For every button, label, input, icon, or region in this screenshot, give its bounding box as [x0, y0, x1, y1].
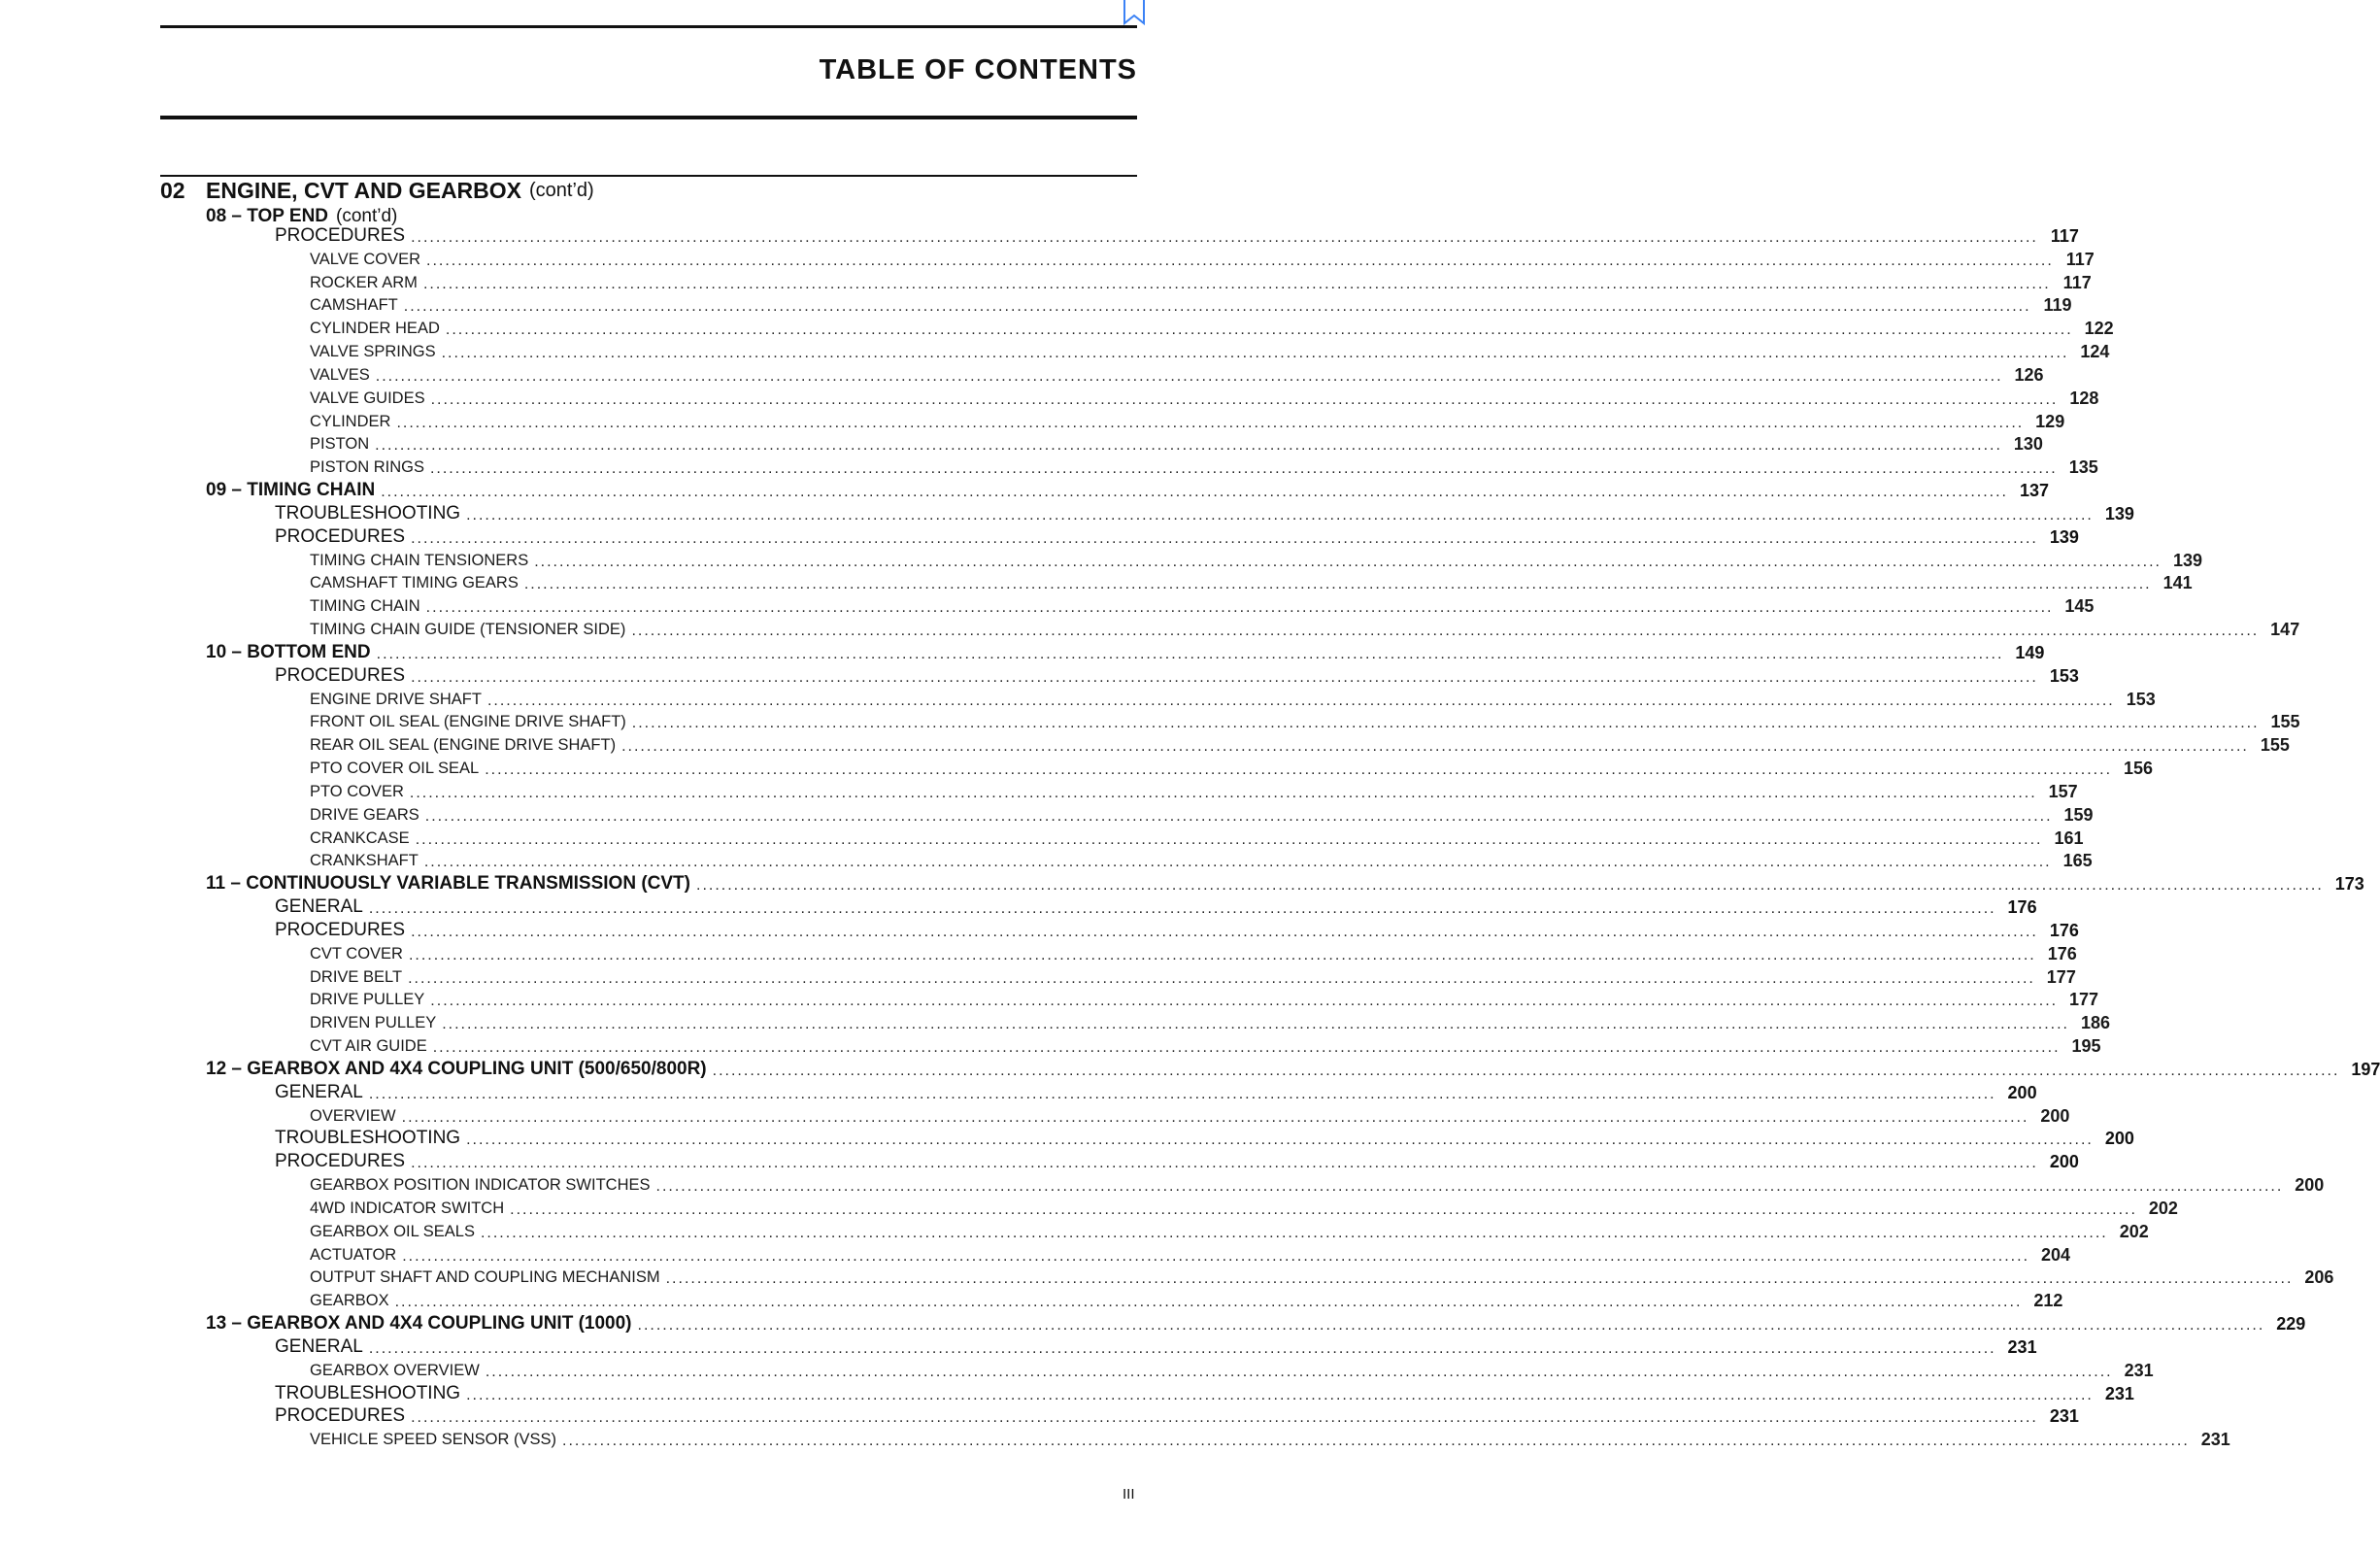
toc-entry-page: 139: [2049, 526, 2079, 547]
toc-entry[interactable]: [275, 502, 2134, 525]
toc-entry-title: PISTON RINGS: [310, 457, 424, 476]
toc-entry-page: 141: [2162, 572, 2193, 592]
toc-entry[interactable]: [206, 1058, 2380, 1081]
toc-entry-page: 229: [2276, 1313, 2306, 1334]
toc-entry[interactable]: [206, 479, 2049, 502]
dot-leader: ....................................................................................................................................................................................................................................................................: [486, 693, 2115, 709]
toc-entry[interactable]: [310, 803, 2094, 827]
dot-leader: ....................................................................................................................................................................................................................................................................: [411, 669, 2038, 686]
toc-entry-page: 117: [2050, 225, 2079, 246]
dot-leader: ....................................................................................................................................................................................................................................................................: [523, 576, 2152, 592]
toc-entry[interactable]: [275, 1127, 2134, 1150]
toc-entry[interactable]: [310, 1011, 2110, 1034]
toc-entry-page: 117: [2062, 272, 2092, 292]
toc-entry-title: FRONT OIL SEAL (ENGINE DRIVE SHAFT): [310, 712, 626, 730]
toc-entry[interactable]: [310, 432, 2043, 456]
toc-entry-title: 11 – CONTINUOUSLY VARIABLE TRANSMISSION (CVT): [206, 873, 690, 894]
toc-entry[interactable]: [310, 988, 2099, 1011]
toc-entry[interactable]: [275, 1404, 2079, 1428]
toc-entry-title: TIMING CHAIN TENSIONERS: [310, 551, 529, 569]
section-title: ENGINE, CVT AND GEARBOX: [206, 177, 522, 203]
toc-entry-page: 206: [2304, 1267, 2334, 1287]
dot-leader: ....................................................................................................................................................................................................................................................................: [466, 507, 2094, 524]
toc-entry-title: PROCEDURES: [275, 665, 406, 686]
toc-entry-page: 119: [2043, 294, 2072, 315]
toc-entry-title: CYLINDER HEAD: [310, 319, 440, 337]
dot-leader: ....................................................................................................................................................................................................................................................................: [426, 253, 2054, 269]
toc-entry[interactable]: [310, 1289, 2063, 1312]
toc-entry-title: ACTUATOR: [310, 1245, 397, 1264]
dot-leader: ....................................................................................................................................................................................................................................................................: [631, 623, 2260, 639]
toc-entry[interactable]: [310, 1428, 2230, 1451]
toc-entry[interactable]: [310, 733, 2290, 757]
toc-entry-title: PROCEDURES: [275, 225, 406, 246]
toc-entry-page: 156: [2123, 758, 2154, 778]
bookmark-icon[interactable]: [1123, 0, 1146, 25]
toc-entry[interactable]: [310, 710, 2300, 733]
toc-entry[interactable]: [310, 965, 2076, 989]
dot-leader: ....................................................................................................................................................................................................................................................................: [408, 947, 2036, 963]
toc-entry-page: 202: [2119, 1221, 2149, 1241]
toc-entry-title: CVT COVER: [310, 944, 403, 963]
toc-entry-page: 204: [2040, 1244, 2071, 1265]
dot-leader: ....................................................................................................................................................................................................................................................................: [466, 1132, 2094, 1148]
toc-entry-title: CAMSHAFT TIMING GEARS: [310, 573, 519, 591]
page-number: III: [1123, 1486, 1135, 1503]
toc-entry-title: GENERAL: [275, 1336, 363, 1357]
dot-leader: ....................................................................................................................................................................................................................................................................: [637, 1317, 2265, 1334]
toc-entry-title: GEARBOX OVERVIEW: [310, 1361, 480, 1379]
page-title: TABLE OF CONTENTS: [819, 54, 1137, 85]
dot-leader: ....................................................................................................................................................................................................................................................................: [423, 854, 2052, 870]
dot-leader: ....................................................................................................................................................................................................................................................................: [485, 761, 2113, 778]
dot-leader: ....................................................................................................................................................................................................................................................................: [534, 554, 2162, 570]
toc-entry-title: GEARBOX POSITION INDICATOR SWITCHES: [310, 1175, 651, 1194]
toc-entry-page: 139: [2104, 503, 2134, 524]
toc-entry-page: 117: [2065, 249, 2095, 269]
toc-entry-title: CAMSHAFT: [310, 295, 398, 314]
toc-entry-title: CRANKCASE: [310, 828, 410, 847]
section-continued: (cont’d): [529, 179, 594, 201]
toc-entry-title: VALVE COVER: [310, 250, 421, 268]
toc-entry[interactable]: [310, 618, 2300, 641]
toc-entry-title: PROCEDURES: [275, 1151, 406, 1171]
dot-leader: ....................................................................................................................................................................................................................................................................: [368, 900, 1996, 917]
toc-entry[interactable]: [310, 410, 2065, 433]
toc-entry-page: 139: [2172, 550, 2202, 570]
toc-entry-page: 128: [2069, 388, 2099, 408]
toc-entry[interactable]: [310, 456, 2098, 479]
toc-entry-title: GENERAL: [275, 896, 363, 917]
toc-entry-page: 212: [2033, 1290, 2063, 1310]
dot-leader: ....................................................................................................................................................................................................................................................................: [368, 1340, 1996, 1357]
toc-entry-page: 153: [2049, 665, 2079, 686]
toc-entry[interactable]: [310, 1243, 2071, 1267]
dot-leader: ....................................................................................................................................................................................................................................................................: [415, 831, 2043, 848]
header-top-rule: [160, 25, 1137, 28]
toc-entry-title: REAR OIL SEAL (ENGINE DRIVE SHAFT): [310, 735, 617, 754]
dot-leader: ....................................................................................................................................................................................................................................................................: [381, 484, 2008, 500]
toc-entry[interactable]: [310, 363, 2044, 387]
toc-entry-title: CYLINDER: [310, 412, 391, 430]
toc-entry-page: 157: [2048, 781, 2078, 801]
dot-leader: ....................................................................................................................................................................................................................................................................: [631, 715, 2260, 731]
toc-entry-page: 195: [2071, 1035, 2101, 1056]
dot-leader: ....................................................................................................................................................................................................................................................................: [411, 530, 2038, 547]
toc-entry-title: DRIVE PULLEY: [310, 990, 425, 1008]
dot-leader: ....................................................................................................................................................................................................................................................................: [510, 1201, 2137, 1218]
toc-entry[interactable]: [206, 872, 2364, 895]
toc-entry-title: 4WD INDICATOR SWITCH: [310, 1199, 505, 1217]
toc-entry-title: TIMING CHAIN GUIDE (TENSIONER SIDE): [310, 620, 626, 638]
toc-entry-title: ENGINE DRIVE SHAFT: [310, 690, 482, 708]
toc-entry-page: 231: [2049, 1405, 2079, 1426]
toc-entry-title: PTO COVER OIL SEAL: [310, 759, 480, 777]
toc-entry[interactable]: [310, 549, 2202, 572]
dot-leader: ....................................................................................................................................................................................................................................................................: [430, 993, 2059, 1009]
toc-entry[interactable]: [275, 1150, 2079, 1173]
toc-entry-page: 202: [2148, 1198, 2178, 1218]
toc-entry-page: 122: [2084, 318, 2114, 338]
toc-entry-page: 126: [2014, 364, 2044, 385]
toc-entry[interactable]: [310, 1104, 2070, 1128]
toc-entry[interactable]: [275, 919, 2079, 942]
toc-entry-page: 231: [2007, 1336, 2037, 1357]
toc-entry-page: 186: [2080, 1012, 2110, 1032]
dot-leader: ....................................................................................................................................................................................................................................................................: [480, 1225, 2108, 1241]
dot-leader: ....................................................................................................................................................................................................................................................................: [442, 1016, 2069, 1032]
toc-entry[interactable]: [275, 664, 2079, 688]
dot-leader: ....................................................................................................................................................................................................................................................................: [665, 1270, 2294, 1287]
toc-entry[interactable]: [275, 1382, 2134, 1405]
toc-entry-title: 13 – GEARBOX AND 4X4 COUPLING UNIT (1000): [206, 1313, 632, 1334]
dot-leader: ....................................................................................................................................................................................................................................................................: [425, 599, 2054, 616]
dot-leader: ....................................................................................................................................................................................................................................................................: [445, 321, 2073, 338]
subsection-continued: (cont’d): [336, 206, 398, 226]
dot-leader: ....................................................................................................................................................................................................................................................................: [403, 298, 2031, 315]
dot-leader: ....................................................................................................................................................................................................................................................................: [621, 738, 2249, 755]
dot-leader: ....................................................................................................................................................................................................................................................................: [696, 877, 2324, 894]
toc-entry-title: DRIVEN PULLEY: [310, 1013, 437, 1031]
toc-entry-title: PTO COVER: [310, 782, 404, 800]
dot-leader: ....................................................................................................................................................................................................................................................................: [402, 1248, 2030, 1265]
subsection-title: 08 – TOP END: [206, 206, 329, 226]
toc-entry-page: 155: [2260, 734, 2290, 755]
toc-entry-page: 153: [2126, 689, 2156, 709]
toc-entry-title: TROUBLESHOOTING: [275, 1383, 461, 1403]
toc-entry[interactable]: [275, 1081, 2037, 1104]
dot-leader: ....................................................................................................................................................................................................................................................................: [429, 460, 2058, 477]
dot-leader: ....................................................................................................................................................................................................................................................................: [411, 229, 2038, 246]
toc-entry[interactable]: [310, 271, 2092, 294]
toc-entry-page: 130: [2013, 433, 2043, 454]
toc-entry-page: 231: [2104, 1383, 2134, 1403]
toc-entry-page: 173: [2334, 873, 2364, 894]
toc-entry[interactable]: [310, 827, 2084, 850]
dot-leader: ....................................................................................................................................................................................................................................................................: [430, 391, 2059, 408]
toc-entry-title: 09 – TIMING CHAIN: [206, 480, 376, 500]
toc-entry-title: TIMING CHAIN: [310, 596, 420, 615]
toc-entry[interactable]: [310, 340, 2110, 363]
toc-entry-page: 200: [2049, 1151, 2079, 1171]
toc-entry-page: 231: [2200, 1429, 2230, 1449]
toc-entry-page: 200: [2104, 1128, 2134, 1148]
toc-entry-title: GENERAL: [275, 1082, 363, 1102]
toc-entry[interactable]: [310, 571, 2193, 594]
dot-leader: ....................................................................................................................................................................................................................................................................: [409, 785, 2037, 801]
dot-leader: ....................................................................................................................................................................................................................................................................: [422, 276, 2051, 292]
toc-entry-page: 177: [2069, 989, 2099, 1009]
dot-leader: ....................................................................................................................................................................................................................................................................: [411, 924, 2038, 940]
toc-entry-page: 176: [2047, 943, 2077, 963]
toc-entry-title: TROUBLESHOOTING: [275, 503, 461, 524]
toc-entry-page: 161: [2054, 828, 2084, 848]
toc-entry-title: VALVES: [310, 365, 370, 384]
toc-entry-title: GEARBOX: [310, 1291, 389, 1309]
toc-entry-title: OVERVIEW: [310, 1106, 396, 1125]
dot-leader: ....................................................................................................................................................................................................................................................................: [485, 1364, 2113, 1380]
toc-entry-page: 155: [2270, 711, 2300, 731]
toc-entry-title: OUTPUT SHAFT AND COUPLING MECHANISM: [310, 1267, 660, 1286]
toc-entry-title: PROCEDURES: [275, 1405, 406, 1426]
dot-leader: ....................................................................................................................................................................................................................................................................: [408, 970, 2035, 987]
toc-entry-page: 197: [2351, 1059, 2380, 1079]
toc-entry-page: 200: [2040, 1105, 2070, 1126]
toc-entry-page: 149: [2015, 642, 2045, 662]
toc-entry[interactable]: [310, 1197, 2178, 1220]
toc-entry[interactable]: [310, 780, 2078, 803]
toc-entry-page: 124: [2080, 341, 2110, 361]
toc-entry-title: PISTON: [310, 434, 370, 453]
toc-entry[interactable]: [310, 1359, 2154, 1382]
toc-entry[interactable]: [310, 387, 2099, 410]
toc-entry-page: 200: [2295, 1174, 2325, 1195]
toc-entry[interactable]: [275, 895, 2037, 919]
toc-entry[interactable]: [310, 1220, 2149, 1243]
toc-entry-title: ROCKER ARM: [310, 273, 418, 291]
toc-entry-title: CRANKSHAFT: [310, 851, 419, 869]
toc-entry[interactable]: [310, 1034, 2101, 1058]
toc-entry[interactable]: [310, 317, 2114, 340]
dot-leader: ....................................................................................................................................................................................................................................................................: [401, 1109, 2029, 1126]
toc-entry-title: CVT AIR GUIDE: [310, 1036, 427, 1055]
toc-entry-title: DRIVE BELT: [310, 967, 403, 986]
toc-entry-page: 176: [2049, 920, 2079, 940]
dot-leader: ....................................................................................................................................................................................................................................................................: [368, 1086, 1996, 1102]
dot-leader: ....................................................................................................................................................................................................................................................................: [655, 1178, 2284, 1195]
dot-leader: ....................................................................................................................................................................................................................................................................: [411, 1155, 2038, 1171]
toc-entry[interactable]: [310, 248, 2095, 271]
toc-entry-title: TROUBLESHOOTING: [275, 1128, 461, 1148]
dot-leader: ....................................................................................................................................................................................................................................................................: [394, 1294, 2023, 1310]
dot-leader: ....................................................................................................................................................................................................................................................................: [375, 368, 2003, 385]
toc-entry-page: 200: [2007, 1082, 2037, 1102]
toc-entry-page: 165: [2062, 850, 2093, 870]
toc-entry[interactable]: [310, 688, 2156, 711]
toc-entry[interactable]: [275, 525, 2079, 549]
dot-leader: ....................................................................................................................................................................................................................................................................: [712, 1063, 2340, 1079]
toc-entry-page: 129: [2035, 411, 2065, 431]
header-bottom-rule: [160, 116, 1137, 119]
dot-leader: ....................................................................................................................................................................................................................................................................: [396, 415, 2025, 431]
toc-entry-page: 176: [2007, 896, 2037, 917]
toc-entry-title: DRIVE GEARS: [310, 805, 419, 824]
toc-entry[interactable]: [310, 293, 2072, 317]
dot-leader: ....................................................................................................................................................................................................................................................................: [432, 1039, 2061, 1056]
toc-entry[interactable]: [275, 1335, 2037, 1359]
toc-entry-title: VEHICLE SPEED SENSOR (VSS): [310, 1430, 556, 1448]
dot-leader: ....................................................................................................................................................................................................................................................................: [375, 437, 2002, 454]
toc-entry-title: 12 – GEARBOX AND 4X4 COUPLING UNIT (500/650/800R): [206, 1059, 707, 1079]
toc-entry[interactable]: [310, 1266, 2334, 1289]
dot-leader: ....................................................................................................................................................................................................................................................................: [441, 345, 2069, 361]
toc-entry-page: 177: [2046, 966, 2076, 987]
dot-leader: ....................................................................................................................................................................................................................................................................: [424, 808, 2053, 825]
toc-entry-title: PROCEDURES: [275, 920, 406, 940]
toc-entry[interactable]: [310, 757, 2154, 780]
toc-entry-title: PROCEDURES: [275, 526, 406, 547]
toc-entry-title: 10 – BOTTOM END: [206, 642, 371, 662]
toc-entry-page: 159: [2063, 804, 2094, 825]
toc-entry-page: 231: [2124, 1360, 2154, 1380]
section-number: 02: [160, 177, 185, 203]
dot-leader: ....................................................................................................................................................................................................................................................................: [562, 1433, 2190, 1449]
section-heading: [160, 177, 1137, 204]
toc-entry-title: VALVE GUIDES: [310, 388, 425, 407]
toc-entry[interactable]: [206, 1312, 2306, 1335]
toc-entry-page: 145: [2064, 595, 2095, 616]
dot-leader: ....................................................................................................................................................................................................................................................................: [466, 1387, 2094, 1403]
toc-entry-page: 147: [2270, 619, 2300, 639]
toc-entry-page: 137: [2019, 480, 2049, 500]
toc-entry[interactable]: [310, 849, 2093, 872]
dot-leader: ....................................................................................................................................................................................................................................................................: [376, 646, 2004, 662]
toc-entry-title: VALVE SPRINGS: [310, 342, 436, 360]
toc-entry[interactable]: [275, 224, 2079, 248]
toc-entry[interactable]: [310, 942, 2077, 965]
toc-entry[interactable]: [206, 641, 2045, 664]
toc-entry-page: 135: [2068, 456, 2098, 477]
toc-entry-title: GEARBOX OIL SEALS: [310, 1222, 475, 1240]
toc-entry[interactable]: [310, 594, 2095, 618]
toc-entry[interactable]: [310, 1173, 2325, 1197]
dot-leader: ....................................................................................................................................................................................................................................................................: [411, 1409, 2038, 1426]
